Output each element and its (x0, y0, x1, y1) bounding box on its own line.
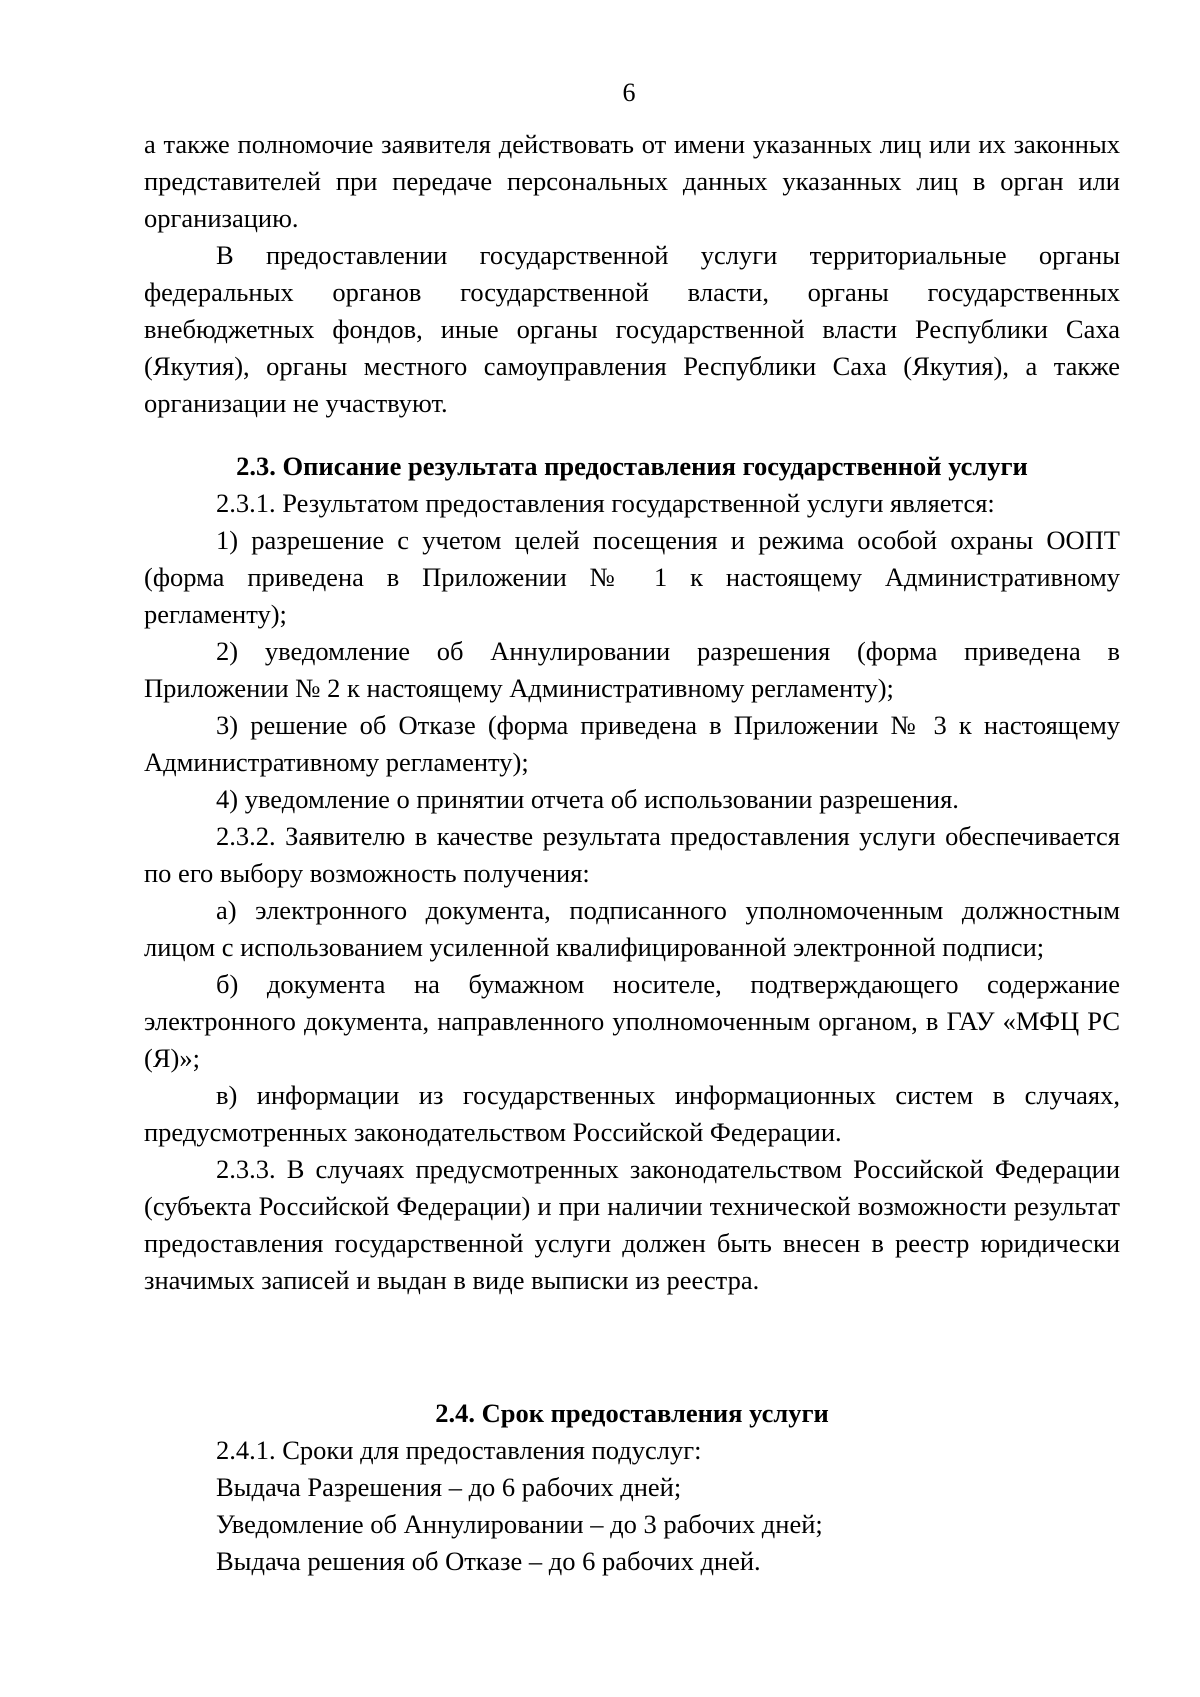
paragraph-2-4-1: 2.4.1. Сроки для предоставления подуслуг: (216, 1435, 702, 1465)
list-item-option-a: а) электронного документа, подписанного уполномоченным должностным лицом с использованием усиленной квалифицированной электронной подписи; (144, 895, 1120, 962)
list-item-option-c: в) информации из государственных информационных систем в случаях, предусмотренных законодательством Российской Федерации. (144, 1080, 1120, 1147)
list-item-option-b: б) документа на бумажном носителе, подтверждающего содержание электронного документа, направленного уполномоченным органом, в ГАУ «МФЦ РС (Я)»; (144, 969, 1120, 1073)
term-line-refusal: Выдача решения об Отказе – до 6 рабочих дней. (216, 1546, 761, 1576)
list-item-result-3: 3) решение об Отказе (форма приведена в Приложении № 3 к настоящему Административному регламенту); (144, 710, 1120, 777)
term-line-permit: Выдача Разрешения – до 6 рабочих дней; (216, 1472, 682, 1502)
spacer (144, 422, 1120, 448)
list-item-result-1: 1) разрешение с учетом целей посещения и режима особой охраны ООПТ (форма приведена в Приложении № 1 к настоящему Административному регламенту); (144, 525, 1120, 629)
list-item-result-2: 2) уведомление об Аннулировании разрешения (форма приведена в Приложении № 2 к настоящему Административному регламенту); (144, 636, 1120, 703)
section-heading-2-3: 2.3. Описание результата предоставления государственной услуги (236, 451, 1028, 481)
paragraph-2-3-3: 2.3.3. В случаях предусмотренных законодательством Российской Федерации (субъекта Российской Федерации) и при наличии технической возможности результат предоставления государственной услуги должен быть внесен в реестр юридически значимых записей и выдан в виде выписки из реестра. (144, 1154, 1120, 1295)
section-heading-2-4: 2.4. Срок предоставления услуги (435, 1398, 829, 1428)
paragraph-continuation: а также полномочие заявителя действовать от имени указанных лиц или их законных представителей при передаче персональных данных указанных лиц в орган или организацию. (144, 129, 1120, 233)
list-item-result-4: 4) уведомление о принятии отчета об использовании разрешения. (216, 784, 959, 814)
spacer (144, 1299, 1120, 1395)
term-line-annulment: Уведомление об Аннулировании – до 3 рабочих дней; (216, 1509, 823, 1539)
paragraph-participation: В предоставлении государственной услуги территориальные органы федеральных органов государственной власти, органы государственных внебюджетных фондов, иные органы государственной власти Республики Саха (Якутия), органы местного самоуправления Республики Саха (Якутия), а также организации не участвуют. (144, 240, 1120, 418)
document-body (144, 126, 1120, 1580)
paragraph-2-3-2: 2.3.2. Заявителю в качестве результата предоставления услуги обеспечивается по его выбору возможность получения: (144, 821, 1120, 888)
paragraph-2-3-1: 2.3.1. Результатом предоставления государственной услуги является: (216, 488, 995, 518)
page-number: 6 (622, 78, 636, 107)
